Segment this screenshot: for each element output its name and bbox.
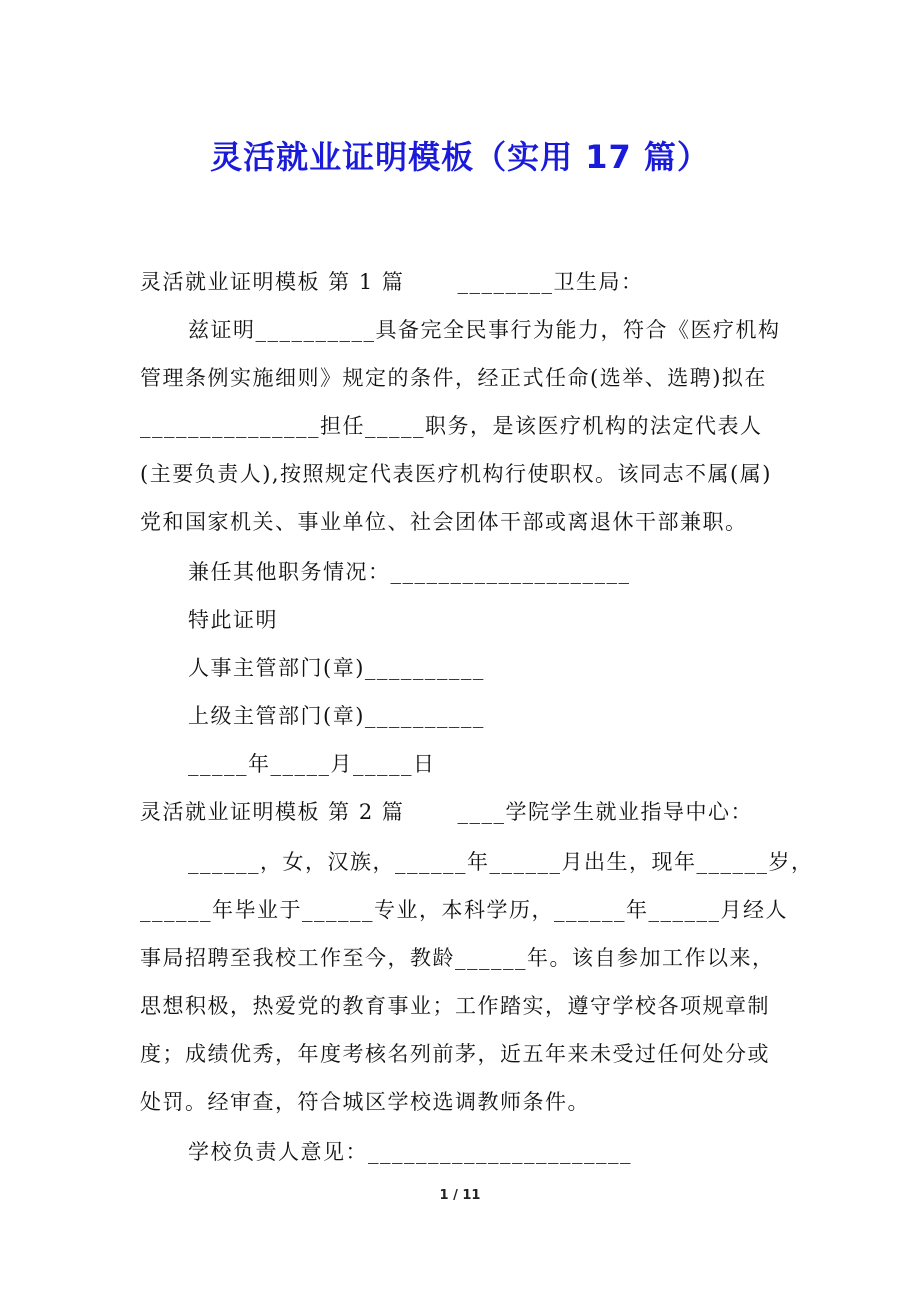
paragraph-line: 度；成绩优秀，年度考核名列前茅，近五年来未受过任何处分或 xyxy=(140,1042,770,1066)
superior-department-signature: 上级主管部门(章)__________ xyxy=(188,704,485,728)
paragraph-line: 兹证明__________具备完全民事行为能力，符合《医疗机构 xyxy=(188,318,781,342)
paragraph-line: 管理条例实施细则》规定的条件，经正式任命(选举、选聘)拟在 xyxy=(140,366,767,390)
certification-statement: 特此证明 xyxy=(188,608,278,632)
paragraph-line: 事局招聘至我校工作至今，教龄______年。该自参加工作以来， xyxy=(140,946,775,970)
paragraph-line: ______，女，汉族，______年______月出生，现年______岁， xyxy=(188,850,814,874)
page-indicator: 1 / 11 xyxy=(439,1188,481,1203)
section-1-heading: 灵活就业证明模板 第 1 篇 ________卫生局： xyxy=(140,270,644,294)
section-2-heading: 灵活就业证明模板 第 2 篇 ____学院学生就业指导中心： xyxy=(140,800,754,824)
paragraph-line: 党和国家机关、事业单位、社会团体干部或离退休干部兼职。 xyxy=(140,510,748,534)
school-principal-opinion: 学校负责人意见：______________________ xyxy=(188,1140,632,1164)
document-title: 灵活就业证明模板（实用 17 篇） xyxy=(210,138,710,177)
paragraph-line: ______年毕业于______专业，本科学历，______年______月经人 xyxy=(140,898,788,922)
paragraph-line: (主要负责人),按照规定代表医疗机构行使职权。该同志不属(属) xyxy=(140,462,772,486)
paragraph-line: _______________担任_____职务，是该医疗机构的法定代表人 xyxy=(140,414,763,438)
other-duties-line: 兼任其他职务情况：____________________ xyxy=(188,560,631,584)
paragraph-line: 处罚。经审查，符合城区学校选调教师条件。 xyxy=(140,1090,590,1114)
paragraph-line: 思想积极，热爱党的教育事业；工作踏实，遵守学校各项规章制 xyxy=(140,994,770,1018)
hr-department-signature: 人事主管部门(章)__________ xyxy=(188,656,485,680)
date-line: _____年_____月_____日 xyxy=(188,752,436,776)
